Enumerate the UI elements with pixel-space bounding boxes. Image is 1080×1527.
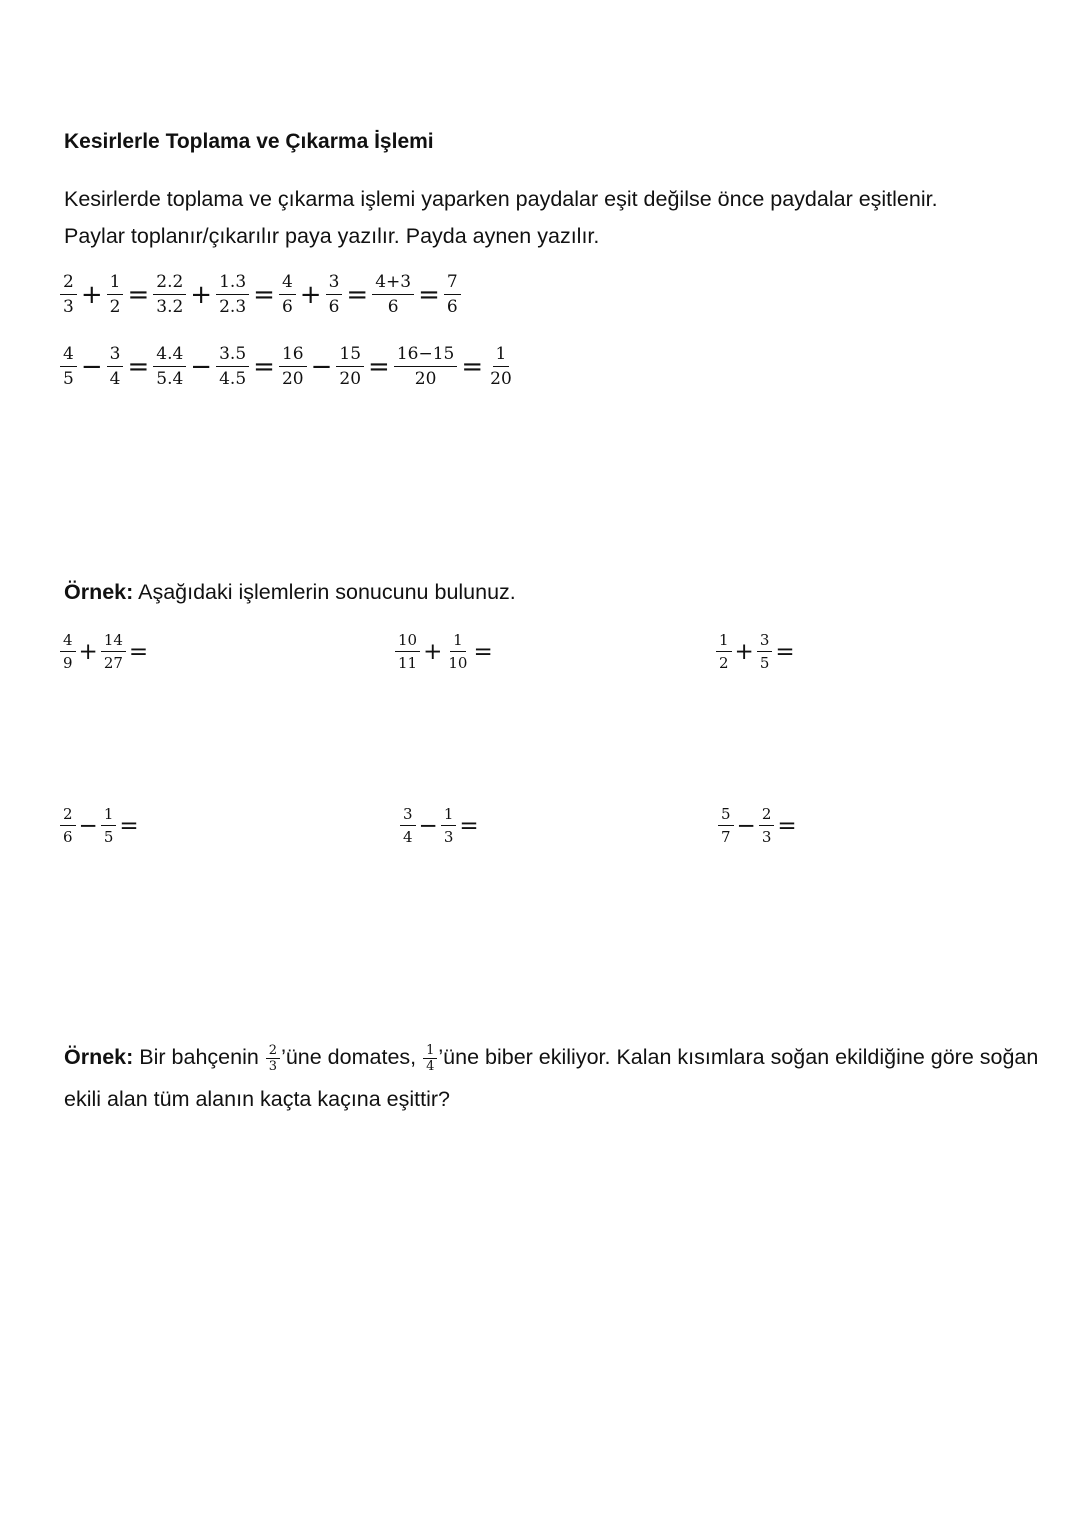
example-2-paragraph [64, 1036, 1054, 1120]
problem-4 [60, 807, 142, 845]
minus-sign: − [80, 352, 103, 382]
equals-sign: = [346, 280, 369, 310]
fraction: $\frac{3}{4}$ [400, 807, 416, 845]
fraction: $\frac{4}{9}$ [60, 633, 76, 671]
fraction: $\frac{2}{6}$ [60, 807, 76, 845]
fraction: $\frac{14}{27}$ [101, 633, 126, 671]
fraction: $\frac{2.2}{3.2}$ [153, 274, 186, 316]
example-2-text-1: Bir bahçenin [133, 1045, 265, 1069]
equals-sign: = [253, 352, 275, 382]
fraction: $\frac{1}{5}$ [101, 807, 117, 845]
fraction: $\frac{15}{20}$ [336, 346, 364, 388]
example-1-text: Aşağıdaki işlemlerin sonucunu bulunuz. [133, 580, 516, 604]
example-label: Örnek: [64, 1045, 134, 1069]
intro-line-2: Paylar toplanır/çıkarılır paya yazılır. Payda aynen yazılır. [64, 224, 600, 248]
fraction: $\frac{4}{5}$ [60, 346, 77, 388]
subtraction-example [60, 346, 515, 388]
fraction: $\frac{2}{3}$ [759, 807, 775, 845]
equals-sign: = [127, 280, 150, 310]
fraction: $\frac{1}{3}$ [441, 807, 457, 845]
inline-fraction: $\frac{2}{3}$ [266, 1044, 280, 1073]
equals-sign: = [128, 639, 149, 665]
plus-sign: + [299, 280, 322, 310]
fraction: $\frac{3}{6}$ [326, 274, 343, 316]
problem-1 [60, 633, 151, 671]
fraction: $\frac{1}{2}$ [107, 274, 124, 316]
minus-sign: − [418, 813, 438, 839]
example-1-heading [64, 580, 516, 605]
problem-2 [395, 633, 496, 671]
inline-fraction: $\frac{1}{4}$ [423, 1044, 437, 1073]
equals-sign: = [775, 639, 795, 665]
fraction: $\frac{1}{10}$ [448, 631, 468, 672]
fraction: $\frac{3}{4}$ [107, 346, 124, 388]
page-title: Kesirlerle Toplama ve Çıkarma İşlemi [64, 130, 434, 153]
equals-sign: = [127, 352, 150, 382]
example-2-text-3: ’üne biber ekiliyor. Kalan kısımlara soğan ekildiğine göre soğan ekili alan tüm alanın kaçta kaçına eşittir? [64, 1045, 1039, 1111]
equals-sign: = [368, 352, 390, 382]
minus-sign: − [78, 813, 98, 839]
fraction: $\frac{10}{11}$ [395, 633, 420, 671]
equals-sign: = [459, 813, 479, 839]
fraction: $\frac{16}{20}$ [279, 346, 307, 388]
minus-sign: − [310, 352, 333, 382]
equals-sign: = [777, 813, 797, 839]
addition-example [60, 274, 461, 316]
intro-paragraph [64, 181, 1034, 255]
fraction: $\frac{2}{3}$ [60, 274, 77, 316]
intro-line-1: Kesirlerde toplama ve çıkarma işlemi yaparken paydalar eşit değilse önce paydalar eşitlenir. [64, 187, 938, 211]
equals-sign: = [253, 280, 275, 310]
fraction: $\frac{3}{5}$ [757, 633, 773, 671]
fraction: $\frac{1.3}{2.3}$ [216, 274, 249, 316]
plus-sign: + [80, 280, 103, 310]
problem-6 [718, 807, 800, 845]
fraction: $\frac{16-15}{20}$ [394, 346, 458, 388]
fraction: $\frac{1}{20}$ [490, 344, 512, 389]
problem-3 [716, 633, 798, 671]
example-label: Örnek: [64, 580, 134, 604]
equals-sign: = [473, 639, 493, 665]
equals-sign: = [418, 280, 440, 310]
fraction: $\frac{4.4}{5.4}$ [153, 346, 186, 388]
minus-sign: − [190, 352, 213, 382]
plus-sign: + [423, 639, 443, 665]
equals-sign: = [461, 352, 484, 382]
fraction: $\frac{1}{2}$ [716, 633, 732, 671]
equals-sign: = [119, 813, 139, 839]
problem-5 [400, 807, 482, 845]
plus-sign: + [78, 639, 98, 665]
fraction: $\frac{5}{7}$ [718, 807, 734, 845]
fraction: $\frac{4+3}{6}$ [372, 274, 414, 316]
minus-sign: − [736, 813, 756, 839]
fraction: $\frac{4}{6}$ [279, 274, 296, 316]
plus-sign: + [190, 280, 213, 310]
fraction: $\frac{7}{6}$ [444, 274, 461, 316]
fraction: $\frac{3.5}{4.5}$ [216, 346, 249, 388]
plus-sign: + [734, 639, 754, 665]
example-2-text-2: ’üne domates, [281, 1045, 423, 1069]
